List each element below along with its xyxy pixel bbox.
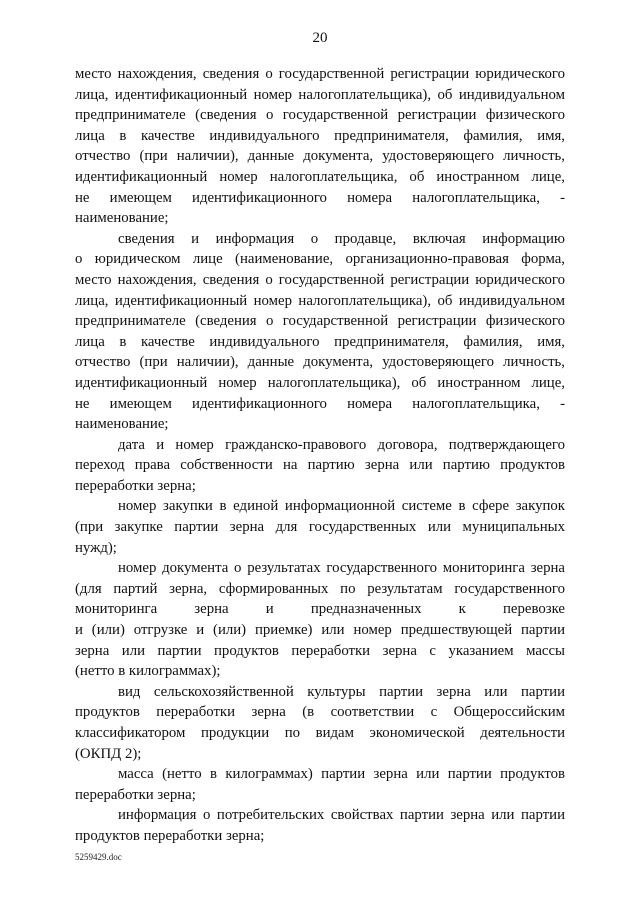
text-line: лица в качестве индивидуального предпринимателя, фамилия, имя, [75,127,565,144]
text-line: информация о потребительских свойствах партии зерна или партии [118,807,565,824]
text-line: номер закупки в единой информационной системе в сфере закупок [118,498,565,515]
text-line: (для партий зерна, сформированных по результатам государственного [75,580,565,597]
page-number: 20 [312,30,328,46]
text-line: предпринимателе (сведения о государственной регистрации физического [75,107,565,124]
footer-filename: 5259429.doc [75,852,122,862]
text-line: (ОКПД 2); [75,745,142,762]
text-line: лица, идентификационный номер налогоплательщика), об индивидуальном [75,292,565,309]
text-line: классификатором продукции по видам экономической деятельности [75,725,565,741]
text-line: не имеющем идентификационного номера налогоплательщика, - [75,189,565,206]
text-line: номер документа о результатах государственного мониторинга зерна [118,560,565,577]
text-line: и (или) отгрузке и (или) приемке) или номер предшествующей партии [75,622,565,639]
text-line: зерна или партии продуктов переработки зерна с указанием массы [75,642,565,659]
text-line: сведения и информация о продавце, включая информацию [118,230,565,247]
text-line: масса (нетто в килограммах) партии зерна или партии продуктов [118,766,565,783]
text-line: переход права собственности на партию зерна или партию продуктов [75,457,565,474]
text-line: (при закупке партии зерна для государственных или муниципальных [75,519,565,536]
text-line: (нетто в килограммах); [75,663,221,680]
text-line: не имеющем идентификационного номера налогоплательщика, - [75,395,565,412]
text-line: переработки зерна; [75,477,196,494]
text-line: место нахождения, сведения о государственной регистрации юридического [75,66,565,82]
text-line: идентификационный номер налогоплательщика), об иностранном лице, [75,374,565,391]
text-line: о юридическом лице (наименование, организационно-правовая форма, [75,251,565,268]
text-line: вид сельскохозяйственной культуры партии зерна или партии [118,683,565,700]
text-line: переработки зерна; [75,786,196,803]
text-line: продуктов переработки зерна; [75,827,265,844]
text-line: отчество (при наличии), данные документа, удостоверяющего личность, [75,354,565,371]
text-line: нужд); [75,539,117,556]
text-line: лица в качестве индивидуального предпринимателя, фамилия, имя, [75,333,565,350]
text-line: идентификационный номер налогоплательщика, об иностранном лице, [75,168,565,185]
text-line: наименование; [75,210,169,227]
text-line: лица, идентификационный номер налогоплательщика), об индивидуальном [75,86,565,103]
text-line: дата и номер гражданско-правового договора, подтверждающего [118,436,565,453]
text-line: продуктов переработки зерна (в соответствии с Общероссийским [75,704,565,721]
text-line: место нахождения, сведения о государственной регистрации юридического [75,271,565,288]
document-body [75,64,565,847]
text-line: мониторинга зерна и предназначенных к перевозке [75,601,565,618]
text-line: наименование; [75,416,169,433]
text-line: предпринимателе (сведения о государственной регистрации физического [75,313,565,330]
text-line: отчество (при наличии), данные документа, удостоверяющего личность, [75,148,565,165]
